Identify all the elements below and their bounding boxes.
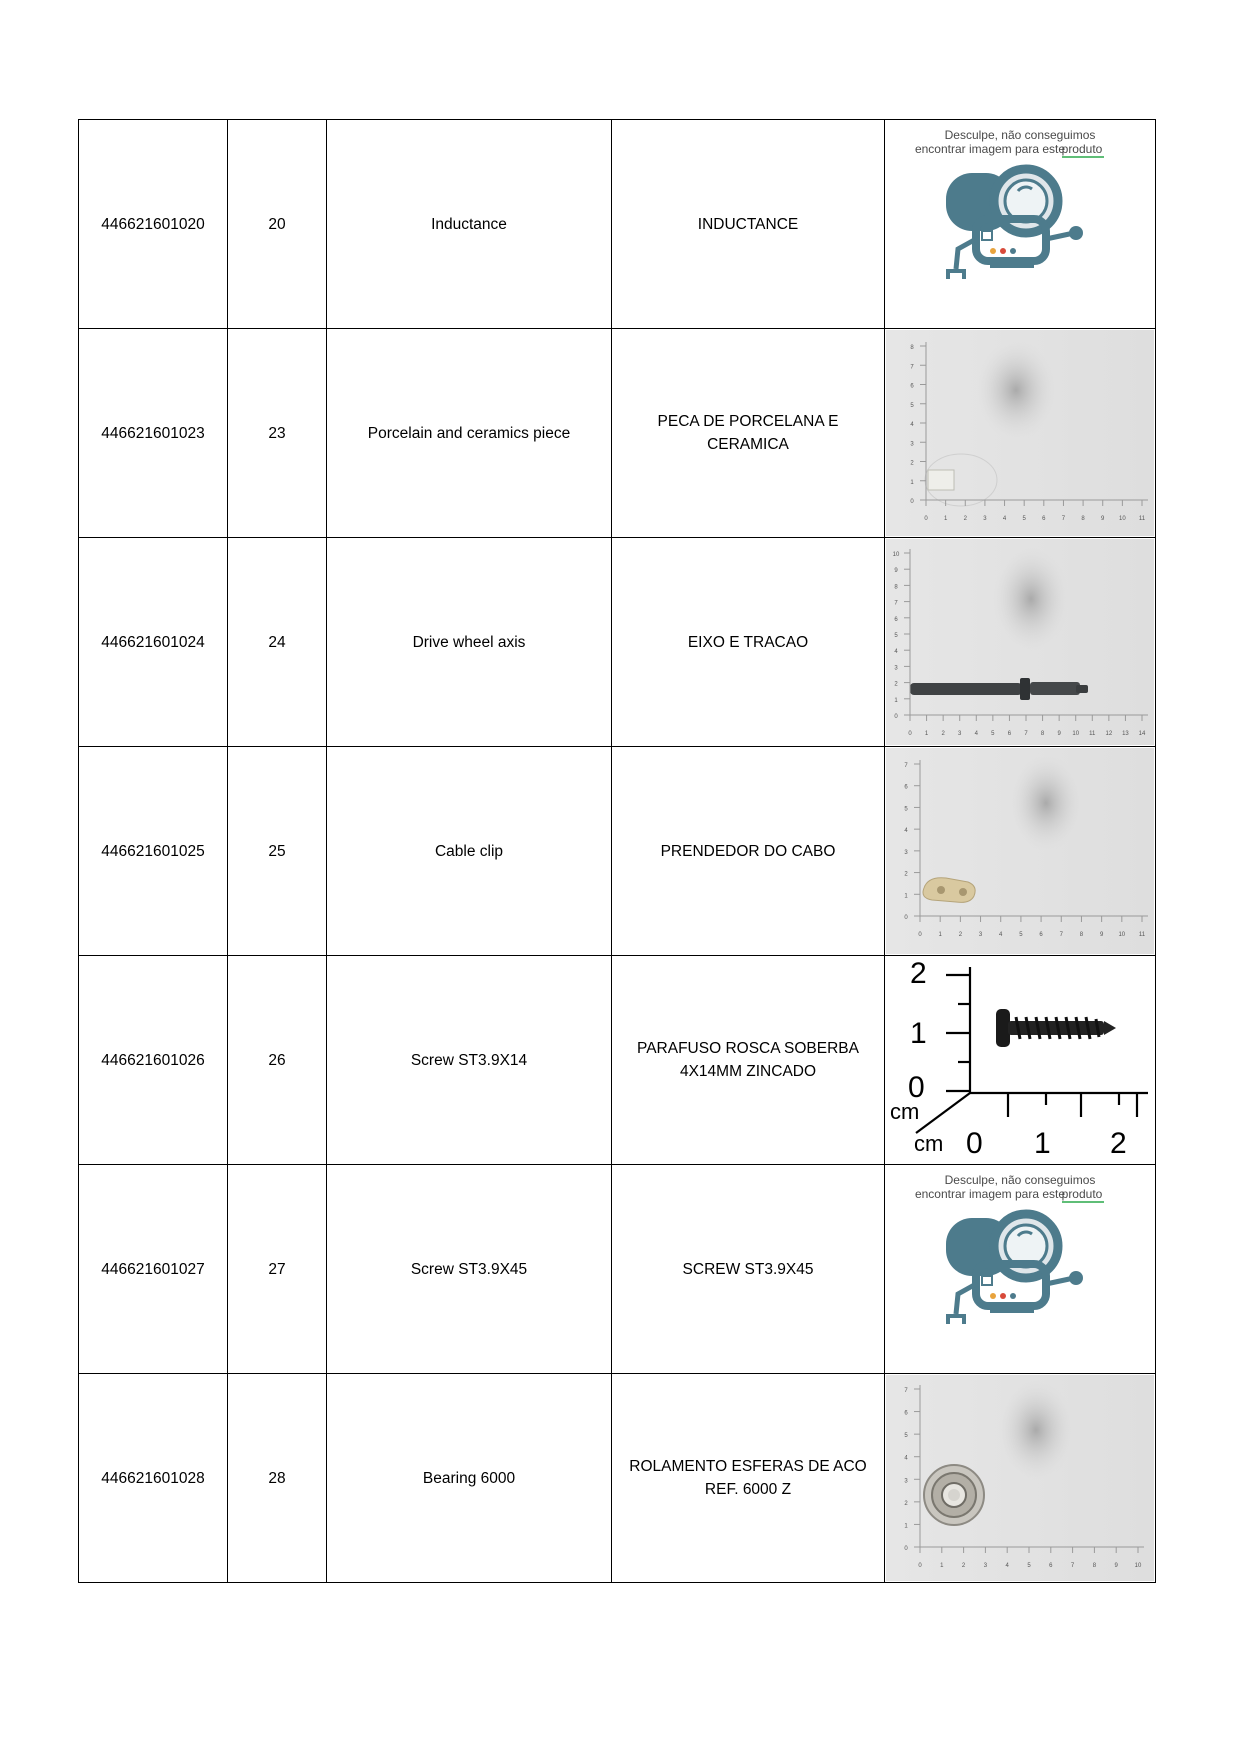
scale-x-label: 0 [924, 516, 928, 522]
description-pt-text: SCREW ST3.9X45 [682, 1260, 814, 1278]
scale-x-label: 14 [1138, 731, 1146, 737]
table-row [79, 1374, 1156, 1583]
scale-x-label: 5 [991, 731, 995, 737]
scale-unit-label: cm [890, 1099, 920, 1124]
scale-x-label: 13 [1122, 731, 1129, 737]
part-code: 446621601025 [79, 747, 228, 956]
part-image-cell [885, 1374, 1156, 1583]
placeholder-line2: encontrar imagem para este [914, 142, 1066, 156]
description-en: Screw ST3.9X14 [327, 956, 612, 1165]
table-row [79, 747, 1156, 956]
description-en: Screw ST3.9X45 [327, 1165, 612, 1374]
description-pt-text: INDUCTANCE [697, 215, 799, 233]
scale-y-label: 1 [910, 1017, 927, 1050]
scale-x-label: 11 [1138, 932, 1146, 938]
scale-y-label: 7 [904, 763, 908, 769]
scale-x-label: 6 [1039, 932, 1043, 938]
scale-x-label: 1 [943, 516, 948, 522]
description-en: Inductance [327, 120, 612, 329]
bearing-photo [886, 1375, 1154, 1581]
scale-y-label: 9 [894, 568, 898, 575]
description-pt-text: PECA DE PORCELANA E CERAMICA [657, 413, 839, 453]
description-pt [612, 538, 885, 747]
scale-y-label: 4 [894, 649, 898, 656]
scale-x-label: 7 [1070, 1563, 1075, 1569]
scale-y-label: 4 [910, 422, 914, 428]
part-image-cell [885, 120, 1156, 329]
description-pt-text: PARAFUSO ROSCA SOBERBA 4X14MM ZINCADO [637, 1040, 859, 1080]
scale-y-label: 4 [904, 1455, 908, 1462]
placeholder-link: produto [1061, 142, 1103, 156]
scale-x-label: 0 [966, 1127, 983, 1160]
position-number: 25 [228, 747, 327, 956]
scale-x-label: 5 [1019, 932, 1023, 938]
scale-x-label: 8 [1081, 516, 1085, 522]
description-en: Drive wheel axis [327, 538, 612, 747]
scale-x-label: 9 [1101, 516, 1105, 522]
part-code: 446621601028 [79, 1374, 228, 1583]
scale-y-label: 1 [910, 479, 914, 486]
ceramic-piece [928, 470, 954, 490]
part-image-cell [885, 329, 1156, 538]
screw-photo [886, 957, 1154, 1163]
scale-y-label: 1 [904, 893, 908, 900]
scale-x-label: 7 [1024, 731, 1028, 737]
scale-x-label: 2 [941, 731, 945, 737]
scale-x-label: 9 [1114, 1563, 1118, 1569]
part-image-cell [885, 538, 1156, 747]
scale-x-label: 4 [1005, 1563, 1009, 1569]
scale-x-label: 10 [1119, 516, 1126, 522]
scale-x-label: 9 [1057, 731, 1061, 737]
scale-y-label: 2 [910, 957, 927, 990]
scale-x-label: 0 [918, 932, 922, 938]
position-number: 27 [228, 1165, 327, 1374]
scale-y-label: 10 [892, 552, 900, 558]
scale-y-label: 7 [904, 1388, 908, 1394]
scale-x-label: 4 [1002, 516, 1007, 522]
scale-x-label: 1 [940, 1563, 944, 1569]
scale-y-label: 2 [904, 871, 908, 878]
part-code: 446621601020 [79, 120, 228, 329]
scale-x-label: 6 [1042, 516, 1046, 522]
scale-x-label: 9 [1099, 932, 1104, 938]
scale-x-label: 11 [1089, 731, 1096, 737]
description-pt [612, 956, 885, 1165]
table-row [79, 956, 1156, 1165]
scale-x-label: 10 [1134, 1563, 1142, 1569]
scale-y-label: 1 [894, 697, 898, 704]
table-row [79, 1165, 1156, 1374]
description-pt [612, 120, 885, 329]
scale-y-label: 3 [910, 441, 914, 448]
scale-x-label: 2 [958, 932, 963, 938]
scale-x-label: 3 [978, 932, 983, 938]
scale-x-label: 0 [918, 1563, 922, 1569]
placeholder-line2: encontrar imagem para este [914, 1187, 1066, 1201]
scale-x-label: 6 [1049, 1563, 1053, 1569]
scale-y-label: 8 [894, 584, 898, 591]
table-row [79, 329, 1156, 538]
description-en: Cable clip [327, 747, 612, 956]
scale-y-label: 6 [904, 784, 908, 791]
scale-y-label: 6 [910, 383, 914, 390]
cable-clip-part [923, 878, 975, 903]
scale-y-label: 0 [904, 915, 908, 921]
no-image-placeholder [886, 121, 1154, 327]
scale-y-label: 3 [904, 849, 908, 856]
table-row [79, 120, 1156, 329]
part-code: 446621601026 [79, 956, 228, 1165]
scale-y-label: 1 [904, 1523, 908, 1530]
scale-y-label: 0 [904, 1546, 908, 1552]
placeholder-link: produto [1061, 1187, 1103, 1201]
scale-y-label: 6 [904, 1410, 908, 1417]
scale-y-label: 7 [910, 364, 914, 371]
scale-y-label: 6 [894, 616, 898, 623]
scale-x-label: 1 [938, 932, 942, 938]
robot-magnifier-icon [946, 1214, 1083, 1324]
scale-y-label: 5 [904, 806, 908, 813]
axle-photo [886, 539, 1154, 745]
description-pt-text: ROLAMENTO ESFERAS DE ACO REF. 6000 Z [629, 1458, 867, 1498]
scale-x-label: 10 [1118, 932, 1126, 938]
description-pt [612, 329, 885, 538]
scale-x-label: 4 [999, 932, 1003, 938]
scale-y-label: 0 [908, 1071, 925, 1104]
scale-y-label: 5 [910, 402, 914, 409]
no-image-placeholder [886, 1166, 1154, 1372]
scale-x-label: 12 [1105, 731, 1113, 737]
scale-x-label: 5 [1027, 1563, 1031, 1569]
part-image-cell [885, 747, 1156, 956]
scale-x-label: 10 [1072, 731, 1080, 737]
scale-x-label: 8 [1040, 731, 1045, 737]
scale-x-label: 1 [1034, 1127, 1051, 1160]
scale-y-label: 2 [904, 1500, 908, 1507]
description-pt [612, 1374, 885, 1583]
table-row [79, 538, 1156, 747]
description-pt-text: EIXO E TRACAO [687, 633, 809, 651]
placeholder-line1: Desculpe, não conseguimos [944, 128, 1096, 142]
position-number: 26 [228, 956, 327, 1165]
scale-y-label: 2 [910, 460, 914, 467]
scale-y-label: 7 [894, 600, 898, 607]
position-number: 24 [228, 538, 327, 747]
description-pt [612, 747, 885, 956]
bearing-part [924, 1465, 984, 1525]
part-image-cell [885, 956, 1156, 1165]
scale-x-label: 5 [1022, 516, 1026, 522]
scale-x-label: 6 [1007, 731, 1012, 737]
position-number: 23 [228, 329, 327, 538]
scale-x-label: 7 [1059, 932, 1063, 938]
scale-x-label: 4 [974, 731, 978, 737]
cable-clip-photo [886, 748, 1154, 954]
scale-y-label: 8 [910, 345, 914, 351]
placeholder-line1: Desculpe, não conseguimos [944, 1173, 1096, 1187]
scale-y-label: 4 [904, 828, 908, 835]
ceramic-piece-photo [886, 330, 1154, 536]
description-en: Porcelain and ceramics piece [327, 329, 612, 538]
scale-x-label: 7 [1061, 516, 1066, 522]
description-en: Bearing 6000 [327, 1374, 612, 1583]
part-code: 446621601023 [79, 329, 228, 538]
position-number: 20 [228, 120, 327, 329]
parts-table [78, 119, 1156, 1583]
scale-y-label: 0 [910, 499, 914, 505]
part-code: 446621601027 [79, 1165, 228, 1374]
scale-y-label: 2 [894, 681, 898, 688]
scale-x-label: 3 [983, 1563, 988, 1569]
scale-y-label: 5 [904, 1433, 908, 1440]
robot-magnifier-icon [946, 169, 1083, 279]
position-number: 28 [228, 1374, 327, 1583]
description-pt [612, 1165, 885, 1374]
scale-y-label: 3 [894, 665, 898, 672]
scale-unit-label: cm [914, 1131, 944, 1156]
scale-x-label: 1 [924, 731, 929, 737]
scale-x-label: 2 [961, 1563, 966, 1569]
scale-x-label: 0 [908, 731, 912, 737]
scale-x-label: 2 [1110, 1127, 1127, 1160]
scale-x-label: 8 [1079, 932, 1084, 938]
scale-x-label: 2 [963, 516, 967, 522]
part-image-cell [885, 1165, 1156, 1374]
part-code: 446621601024 [79, 538, 228, 747]
scale-x-label: 3 [958, 731, 962, 737]
scale-x-label: 3 [983, 516, 987, 522]
scale-x-label: 11 [1138, 516, 1146, 522]
scale-x-label: 8 [1092, 1563, 1097, 1569]
scale-y-label: 3 [904, 1478, 908, 1485]
scale-y-label: 0 [894, 714, 898, 720]
scale-y-label: 5 [894, 633, 898, 639]
description-pt-text: PRENDEDOR DO CABO [660, 842, 836, 860]
